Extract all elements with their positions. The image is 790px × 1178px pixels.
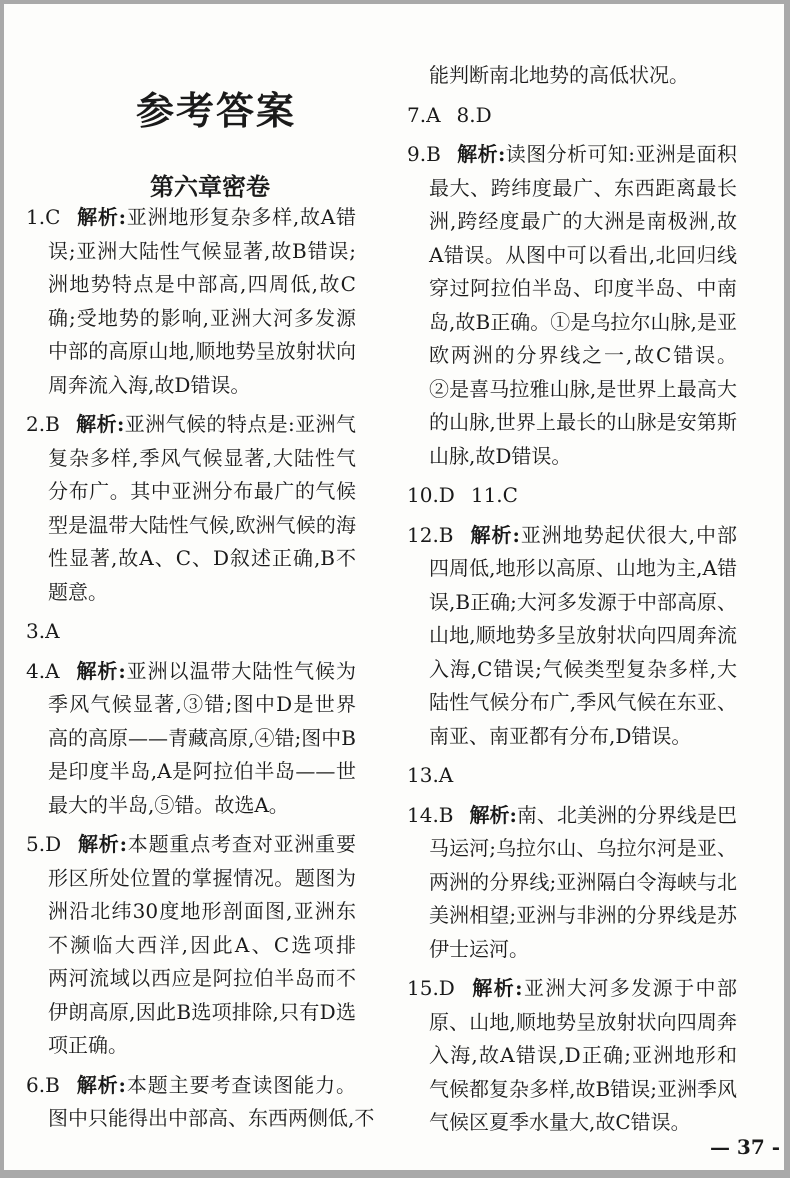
answer-text: 误,B正确;大河多发源于中部高原、 <box>429 589 737 614</box>
answer-text: 性显著,故A、C、D叙述正确,B不 <box>48 546 356 570</box>
analysis-label: 解析: <box>75 658 126 683</box>
answer-text: 原、山地,顺地势呈放射状向四周奔 <box>429 1009 737 1034</box>
answer-text: 误;亚洲大陆性气候显著,故B错误; <box>48 238 356 263</box>
answer-line <box>407 653 737 687</box>
answer-number: 3.A <box>26 619 60 643</box>
answer-line <box>26 755 356 789</box>
answer-line <box>26 929 356 963</box>
answer-text: 亚洲地形复杂多样,故A错 <box>126 205 356 229</box>
answer-number: 4.A <box>26 658 60 683</box>
answer-item <box>26 828 356 1063</box>
document-page <box>4 4 784 1170</box>
answer-text: 的山脉,世界上最长的山脉是安第斯 <box>429 410 737 434</box>
answer-text: 美洲相望;亚洲与非洲的分界线是苏 <box>429 903 737 927</box>
answer-line <box>407 1006 737 1040</box>
answer-text: 山地,顺地势多呈放射状向四周奔流 <box>429 623 737 647</box>
answer-line <box>407 339 737 373</box>
answer-text: 中部的高原山地,顺地势呈放射状向 <box>48 339 356 363</box>
answer-text: 确;受地势的影响,亚洲大河多发源 <box>48 305 356 330</box>
answer-item <box>407 99 737 133</box>
answer-line <box>26 962 356 996</box>
answer-number: 13.A <box>407 763 454 787</box>
answer-line <box>407 205 737 239</box>
answer-text: 不濒临大西洋,因此A、C选项排 <box>48 932 356 957</box>
answer-text: 亚洲以温带大陆性气候为 <box>125 658 356 683</box>
answer-line <box>407 972 737 1006</box>
answer-text: 入海,故A错误,D正确;亚洲地形和 <box>429 1043 737 1067</box>
answer-text: 两河流域以西应是阿拉伯半岛而不 <box>48 966 356 990</box>
answer-text: 周奔流入海,故D错误。 <box>48 372 251 397</box>
answer-line <box>26 1029 356 1063</box>
answer-line <box>26 722 356 756</box>
answer-line <box>26 235 356 269</box>
answer-text: 南、北美洲的分界线是巴 <box>516 802 737 827</box>
answer-item <box>407 479 737 513</box>
answer-line <box>407 306 737 340</box>
answer-line <box>407 406 737 440</box>
answer-text: 复杂多样,季风气候显著,大陆性气 <box>48 445 356 470</box>
answer-line <box>26 475 356 509</box>
answer-item <box>26 655 356 823</box>
answer-line <box>407 933 737 967</box>
answer-item <box>407 759 737 793</box>
answer-line <box>407 899 737 933</box>
answer-number: 14.B <box>407 802 454 827</box>
answer-line <box>26 828 356 862</box>
answer-item <box>26 1069 375 1136</box>
answer-line <box>26 442 356 476</box>
answer-text: 题意。 <box>48 579 108 604</box>
answer-text: 本题主要考查读图能力。 <box>125 1072 356 1097</box>
answer-number: 12.B <box>407 522 454 547</box>
answer-text: 是印度半岛,A是阿拉伯半岛——世 <box>48 759 356 783</box>
answer-line <box>407 1073 737 1107</box>
left-column <box>26 201 375 1142</box>
analysis-label: 解析: <box>75 1072 126 1097</box>
answer-text: 读图分析可知:亚洲是面积 <box>505 142 737 166</box>
section-title: 第六章密卷 <box>150 172 270 201</box>
answer-item <box>407 59 737 93</box>
answer-line <box>407 479 737 513</box>
answer-text: 项正确。 <box>48 1033 128 1057</box>
answer-text: 马运河;乌拉尔山、乌拉尔河是亚、 <box>429 836 737 860</box>
answer-line <box>26 1102 375 1136</box>
answer-text: 穿过阿拉伯半岛、印度半岛、中南 <box>429 276 737 300</box>
answer-item <box>26 615 356 649</box>
answer-item <box>407 138 737 473</box>
answer-line <box>407 759 737 793</box>
right-column <box>407 59 737 1146</box>
answer-text: 洲,跨经度最广的大洲是南极洲,故 <box>429 209 737 233</box>
answer-text: 本题重点考查对亚洲重要 <box>126 832 356 856</box>
answer-text: ②是喜马拉雅山脉,是世界上最高大 <box>429 376 737 401</box>
answer-line <box>407 172 737 206</box>
page-number: — 37 - <box>709 1135 780 1159</box>
answer-item <box>26 408 356 609</box>
answer-text: 8.D <box>456 102 492 127</box>
answer-line <box>407 832 737 866</box>
answer-text: 高的高原——青藏高原,④错;图中B <box>48 725 356 750</box>
answer-number: 7.A <box>407 102 441 127</box>
answer-line <box>26 862 356 896</box>
answer-line <box>26 688 356 722</box>
answer-text: 伊士运河。 <box>429 936 529 961</box>
answer-number: 6.B <box>26 1072 60 1097</box>
answer-text: 最大的半岛,⑤错。故选A。 <box>48 792 289 817</box>
answer-line <box>26 655 356 689</box>
analysis-label: 解析: <box>469 522 520 547</box>
answer-number: 10.D <box>407 483 455 507</box>
analysis-label: 解析: <box>76 205 127 229</box>
answer-number: 2.B <box>26 412 60 436</box>
answer-text: 11.C <box>470 483 518 507</box>
answer-text: A错误。从图中可以看出,北回归线 <box>429 242 737 267</box>
answer-line <box>407 138 737 172</box>
answer-number: 9.B <box>407 142 441 166</box>
answer-line <box>407 866 737 900</box>
answer-item <box>26 201 356 402</box>
answer-line <box>407 1039 737 1073</box>
answer-line <box>407 686 737 720</box>
answer-line <box>26 509 356 543</box>
answer-text: 陆性气候分布广,季风气候在东亚、 <box>429 690 737 714</box>
answer-line <box>26 996 356 1030</box>
answer-number: 5.D <box>26 832 62 856</box>
answer-line <box>407 440 737 474</box>
answer-line <box>26 369 356 403</box>
answer-line <box>26 895 356 929</box>
answer-text: 山脉,故D错误。 <box>429 443 572 468</box>
answer-line <box>26 268 356 302</box>
answer-text: 亚洲地势起伏很大,中部 <box>519 522 737 547</box>
analysis-label: 解析: <box>75 412 125 436</box>
answer-line <box>26 408 356 442</box>
answer-line <box>407 720 737 754</box>
answer-line <box>407 586 737 620</box>
answer-text: 分布广。其中亚洲分布最广的气候 <box>48 479 356 503</box>
answer-text: 图中只能得出中部高、东西两侧低,不 <box>48 1106 375 1130</box>
answer-text: 南亚、南亚都有分布,D错误。 <box>429 723 692 748</box>
answer-line <box>26 302 356 336</box>
answer-text: 岛,故B正确。①是乌拉尔山脉,是亚 <box>429 309 737 334</box>
answer-line <box>407 552 737 586</box>
answer-text: 季风气候显著,③错;图中D是世界 <box>48 692 356 716</box>
answer-text: 四周低,地形以高原、山地为主,A错 <box>429 556 737 580</box>
answer-text: 欧两洲的分界线之一,故C错误。 <box>429 343 737 367</box>
answer-line <box>407 519 737 553</box>
answer-item <box>407 519 737 754</box>
answer-line <box>407 272 737 306</box>
answer-text: 伊朗高原,因此B选项排除,只有D选 <box>48 999 356 1024</box>
answer-text: 洲沿北纬30度地形剖面图,亚洲东 <box>48 899 356 923</box>
answer-line <box>407 59 737 93</box>
answer-line <box>26 789 356 823</box>
answer-line <box>26 1069 356 1103</box>
answer-text: 最大、跨纬度最广、东西距离最长 <box>429 175 737 200</box>
analysis-label: 解析: <box>469 802 517 827</box>
answer-line <box>407 619 737 653</box>
answer-line <box>26 615 356 649</box>
answer-line <box>407 99 737 133</box>
answer-text: 亚洲气候的特点是:亚洲气 <box>124 412 356 436</box>
answer-line <box>407 1106 737 1140</box>
answer-number: 1.C <box>26 205 61 229</box>
answer-item <box>407 799 737 967</box>
answer-text: 洲地势特点是中部高,四周低,故C <box>48 272 356 296</box>
answer-text: 气候区夏季水量大,故C错误。 <box>429 1110 691 1134</box>
answer-text: 型是温带大陆性气候,欧洲气候的海 <box>48 512 356 537</box>
answer-line <box>26 542 356 576</box>
answer-line <box>26 201 356 235</box>
answer-text: 气候都复杂多样,故B错误;亚洲季风 <box>429 1076 737 1101</box>
answer-line <box>407 239 737 273</box>
analysis-label: 解析: <box>77 832 127 856</box>
answer-number: 15.D <box>407 976 455 1000</box>
analysis-label: 解析: <box>456 142 506 166</box>
page-title: 参考答案 <box>136 88 297 133</box>
answer-text: 能判断南北地势的高低状况。 <box>429 63 689 87</box>
answer-line <box>407 799 737 833</box>
answer-text: 入海,C错误;气候类型复杂多样,大 <box>429 656 737 681</box>
answer-line <box>26 335 356 369</box>
answer-line <box>26 576 356 610</box>
answer-line <box>407 373 737 407</box>
answer-item <box>407 972 737 1140</box>
answer-text: 形区所处位置的掌握情况。题图为 <box>48 865 356 890</box>
analysis-label: 解析: <box>470 976 523 1000</box>
answer-text: 亚洲大河多发源于中部 <box>522 976 737 1000</box>
answer-text: 两洲的分界线;亚洲隔白令海峡与北 <box>429 869 737 894</box>
